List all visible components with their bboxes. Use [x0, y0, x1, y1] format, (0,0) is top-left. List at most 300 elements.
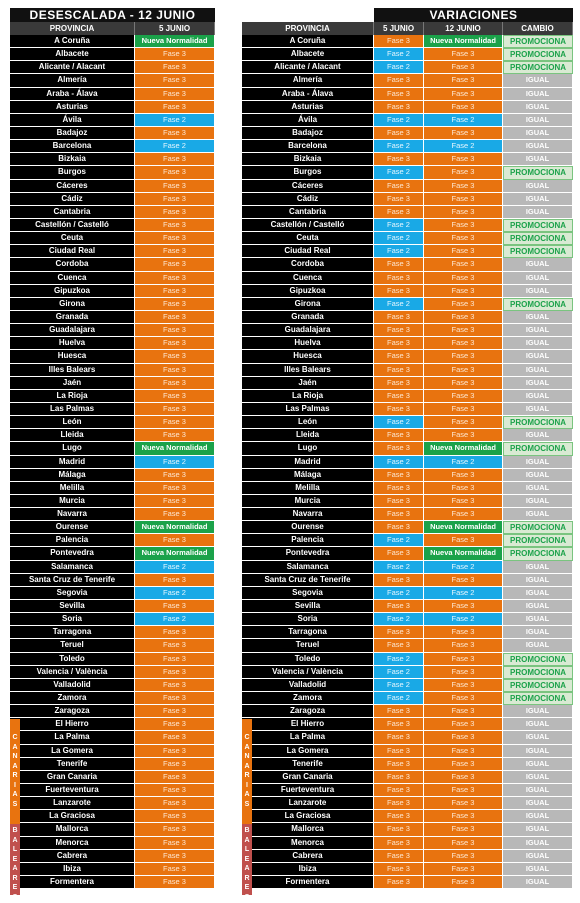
fase-cell: Fase 3 [135, 245, 215, 258]
cambio-cell: IGUAL [503, 101, 573, 114]
cambio-cell: PROMOCIONA [503, 48, 573, 61]
cambio-cell: PROMOCIONA [503, 521, 573, 534]
table-row [242, 587, 573, 600]
fase-12-junio-cell: Fase 3 [424, 482, 503, 495]
fase-cell: Fase 3 [135, 416, 215, 429]
fase-cell: Fase 3 [135, 850, 215, 863]
provincia-cell: Segovia [242, 587, 374, 600]
fase-12-junio-cell: Fase 3 [424, 324, 503, 337]
provincia-cell: Salamanca [242, 561, 374, 574]
provincia-cell: Zaragoza [10, 705, 135, 718]
fase-cell: Fase 3 [135, 876, 215, 889]
fase-12-junio-cell: Fase 3 [424, 61, 503, 74]
table-row [10, 416, 215, 429]
cambio-cell: IGUAL [503, 574, 573, 587]
fase-5-junio-cell: Fase 3 [374, 193, 424, 206]
fase-12-junio-cell: Fase 3 [424, 731, 503, 744]
table-row [10, 324, 215, 337]
fase-cell: Fase 3 [135, 101, 215, 114]
table-row [242, 705, 573, 718]
baleares-group-label: B A L E A R E S [10, 824, 20, 895]
fase-5-junio-cell: Fase 2 [374, 166, 424, 179]
fase-5-junio-cell: Fase 3 [374, 705, 424, 718]
provincia-cell: Lugo [242, 442, 374, 455]
fase-cell: Fase 3 [135, 403, 215, 416]
provincia-cell: Jaén [242, 377, 374, 390]
fase-12-junio-cell: Fase 3 [424, 311, 503, 324]
table-row [242, 364, 573, 377]
cambio-cell: IGUAL [503, 508, 573, 521]
cambio-cell: IGUAL [503, 600, 573, 613]
table-row [10, 626, 215, 639]
fase-12-junio-cell: Fase 3 [424, 797, 503, 810]
table-row [10, 758, 215, 771]
fase-cell: Fase 2 [135, 114, 215, 127]
provincia-cell: Valladolid [242, 679, 374, 692]
fase-cell: Fase 3 [135, 206, 215, 219]
table-row [10, 561, 215, 574]
fase-cell: Fase 3 [135, 574, 215, 587]
variaciones-header [242, 22, 573, 35]
fase-5-junio-cell: Fase 2 [374, 140, 424, 153]
fase-12-junio-cell: Fase 3 [424, 232, 503, 245]
table-row [242, 258, 573, 271]
table-row [242, 298, 573, 311]
table-row [242, 876, 573, 889]
cambio-cell: IGUAL [503, 140, 573, 153]
provincia-cell: Málaga [242, 469, 374, 482]
cambio-cell: IGUAL [503, 718, 573, 731]
fase-12-junio-cell: Fase 3 [424, 508, 503, 521]
provincia-cell: Murcia [242, 495, 374, 508]
cambio-cell: IGUAL [503, 403, 573, 416]
table-row [242, 613, 573, 626]
fase-12-junio-cell: Fase 3 [424, 166, 503, 179]
baleares-group-label: B A L E A R E S [242, 824, 252, 895]
table-row [10, 705, 215, 718]
table-row [242, 390, 573, 403]
fase-12-junio-cell: Fase 3 [424, 127, 503, 140]
fase-cell: Fase 3 [135, 482, 215, 495]
provincia-cell: Lleida [10, 429, 135, 442]
fase-5-junio-cell: Fase 3 [374, 718, 424, 731]
table-row [242, 272, 573, 285]
provincia-cell: Ibiza [10, 863, 135, 876]
cambio-cell: IGUAL [503, 350, 573, 363]
cambio-cell: IGUAL [503, 771, 573, 784]
table-row [10, 285, 215, 298]
table-row [242, 180, 573, 193]
provincia-cell: Madrid [10, 456, 135, 469]
fase-cell: Fase 3 [135, 469, 215, 482]
variaciones-body [242, 35, 573, 889]
provincia-cell: Ávila [242, 114, 374, 127]
cambio-cell: IGUAL [503, 469, 573, 482]
fase-12-junio-cell: Fase 3 [424, 258, 503, 271]
table-row [10, 810, 215, 823]
fase-12-junio-cell: Fase 3 [424, 219, 503, 232]
fase-5-junio-cell: Fase 3 [374, 823, 424, 836]
fase-12-junio-cell: Fase 3 [424, 600, 503, 613]
table-row [10, 153, 215, 166]
table-row [242, 666, 573, 679]
table-row [242, 574, 573, 587]
provincia-cell: Cabrera [10, 850, 135, 863]
cambio-cell: PROMOCIONA [503, 245, 573, 258]
fase-cell: Fase 3 [135, 74, 215, 87]
provincia-cell: Zamora [242, 692, 374, 705]
cambio-cell: IGUAL [503, 390, 573, 403]
fase-cell: Fase 2 [135, 613, 215, 626]
fase-cell: Fase 3 [135, 127, 215, 140]
provincia-cell: Ciudad Real [242, 245, 374, 258]
provincia-cell: Cáceres [242, 180, 374, 193]
fase-5-junio-cell: Fase 2 [374, 61, 424, 74]
table-row [10, 88, 215, 101]
table-row [242, 797, 573, 810]
fase-5-junio-cell: Fase 3 [374, 508, 424, 521]
table-row [242, 547, 573, 560]
provincia-cell: La Palma [10, 731, 135, 744]
table-row [242, 166, 573, 179]
cambio-cell: PROMOCIONA [503, 232, 573, 245]
provincia-cell: Araba - Álava [10, 88, 135, 101]
fase-12-junio-cell: Fase 3 [424, 153, 503, 166]
fase-5-junio-cell: Fase 3 [374, 771, 424, 784]
fase-5-junio-cell: Fase 3 [374, 101, 424, 114]
provincia-cell: Fuerteventura [10, 784, 135, 797]
table-row [10, 823, 215, 836]
cambio-cell: PROMOCIONA [503, 534, 573, 547]
cambio-cell: IGUAL [503, 837, 573, 850]
fase-cell: Fase 3 [135, 679, 215, 692]
table-row [10, 863, 215, 876]
table-row [242, 692, 573, 705]
cambio-cell: IGUAL [503, 311, 573, 324]
table-row [242, 534, 573, 547]
provincia-cell: Alicante / Alacant [242, 61, 374, 74]
cambio-cell: PROMOCIONA [503, 692, 573, 705]
table-row [10, 745, 215, 758]
table-row [10, 456, 215, 469]
fase-12-junio-cell: Fase 3 [424, 337, 503, 350]
table-row [242, 61, 573, 74]
fase-12-junio-cell: Fase 3 [424, 534, 503, 547]
fase-12-junio-cell: Fase 3 [424, 272, 503, 285]
fase-5-junio-cell: Fase 3 [374, 482, 424, 495]
fase-5-junio-cell: Fase 3 [374, 258, 424, 271]
cambio-cell: IGUAL [503, 731, 573, 744]
cambio-cell: IGUAL [503, 364, 573, 377]
provincia-cell: Las Palmas [10, 403, 135, 416]
fase-5-junio-cell: Fase 2 [374, 219, 424, 232]
provincia-cell: Ourense [242, 521, 374, 534]
canarias-group-label: C A N A R I A S [242, 719, 252, 824]
fase-cell: Fase 3 [135, 285, 215, 298]
cambio-cell: PROMOCIONA [503, 35, 573, 48]
table-row [10, 574, 215, 587]
table-row [242, 495, 573, 508]
table-row [242, 456, 573, 469]
table-row [10, 495, 215, 508]
provincia-cell: Teruel [10, 639, 135, 652]
fase-12-junio-cell: Fase 2 [424, 456, 503, 469]
cambio-cell: IGUAL [503, 626, 573, 639]
table-row [10, 429, 215, 442]
cambio-cell: IGUAL [503, 377, 573, 390]
cambio-cell: IGUAL [503, 127, 573, 140]
cambio-cell: IGUAL [503, 850, 573, 863]
fase-5-junio-cell: Fase 3 [374, 180, 424, 193]
cambio-cell: IGUAL [503, 482, 573, 495]
provincia-cell: Toledo [10, 653, 135, 666]
fase-12-junio-cell: Fase 3 [424, 245, 503, 258]
provincia-cell: Tenerife [10, 758, 135, 771]
cambio-cell: PROMOCIONA [503, 679, 573, 692]
fase-5-junio-cell: Fase 2 [374, 679, 424, 692]
fase-12-junio-cell: Fase 3 [424, 403, 503, 416]
provincia-cell: Burgos [10, 166, 135, 179]
fase-12-junio-cell: Fase 3 [424, 626, 503, 639]
fase-12-junio-cell: Fase 3 [424, 758, 503, 771]
fase-12-junio-cell: Fase 3 [424, 837, 503, 850]
provincia-cell: Guadalajara [10, 324, 135, 337]
provincia-cell: Granada [10, 311, 135, 324]
fase-12-junio-cell: Fase 3 [424, 745, 503, 758]
cambio-cell: IGUAL [503, 153, 573, 166]
provincia-cell: Girona [10, 298, 135, 311]
table-row [242, 88, 573, 101]
fase-12-junio-cell: Fase 3 [424, 206, 503, 219]
fase-cell: Fase 3 [135, 232, 215, 245]
fase-5-junio-cell: Fase 3 [374, 377, 424, 390]
provincia-cell: La Gomera [242, 745, 374, 758]
table-row [242, 48, 573, 61]
provincia-cell: Asturias [10, 101, 135, 114]
provincia-cell: La Rioja [242, 390, 374, 403]
provincia-cell: Castellón / Castelló [242, 219, 374, 232]
fase-5-junio-cell: Fase 2 [374, 692, 424, 705]
fase-cell: Fase 3 [135, 350, 215, 363]
fase-cell: Fase 3 [135, 784, 215, 797]
table-row [242, 101, 573, 114]
fase-12-junio-cell: Fase 3 [424, 429, 503, 442]
fase-5-junio-cell: Fase 3 [374, 311, 424, 324]
fase-5-junio-cell: Fase 3 [374, 863, 424, 876]
table-row [242, 206, 573, 219]
cambio-cell: PROMOCIONA [503, 298, 573, 311]
fase-12-junio-cell: Fase 3 [424, 180, 503, 193]
fase-12-junio-cell: Nueva Normalidad [424, 521, 503, 534]
provincia-cell: La Palma [242, 731, 374, 744]
provincia-cell: Tarragona [10, 626, 135, 639]
fase-5-junio-cell: Fase 3 [374, 850, 424, 863]
table-row [242, 718, 573, 731]
provincia-cell: Formentera [10, 876, 135, 889]
fase-12-junio-cell: Fase 3 [424, 810, 503, 823]
fase-cell: Fase 3 [135, 666, 215, 679]
cambio-cell: IGUAL [503, 285, 573, 298]
header-5-junio: 5 JUNIO [135, 22, 215, 35]
table-row [242, 232, 573, 245]
fase-cell: Fase 3 [135, 337, 215, 350]
fase-cell: Fase 3 [135, 324, 215, 337]
fase-12-junio-cell: Fase 3 [424, 653, 503, 666]
table-row [242, 140, 573, 153]
table-row [10, 771, 215, 784]
desescalada-header [10, 22, 215, 35]
provincia-cell: Zamora [10, 692, 135, 705]
provincia-cell: Lugo [10, 442, 135, 455]
fase-cell: Fase 3 [135, 823, 215, 836]
provincia-cell: Ourense [10, 521, 135, 534]
table-row [10, 364, 215, 377]
provincia-cell: A Coruña [10, 35, 135, 48]
desescalada-body [10, 35, 215, 889]
table-row [10, 61, 215, 74]
fase-12-junio-cell: Fase 3 [424, 495, 503, 508]
table-row [10, 101, 215, 114]
fase-12-junio-cell: Fase 3 [424, 298, 503, 311]
table-row [242, 771, 573, 784]
fase-12-junio-cell: Fase 2 [424, 587, 503, 600]
fase-cell: Fase 3 [135, 298, 215, 311]
fase-12-junio-cell: Fase 3 [424, 377, 503, 390]
provincia-cell: León [10, 416, 135, 429]
provincia-cell: Valencia / València [242, 666, 374, 679]
cambio-cell: IGUAL [503, 258, 573, 271]
table-row [10, 837, 215, 850]
fase-cell: Nueva Normalidad [135, 547, 215, 560]
table-row [10, 679, 215, 692]
fase-5-junio-cell: Fase 3 [374, 127, 424, 140]
fase-5-junio-cell: Fase 3 [374, 429, 424, 442]
fase-cell: Fase 3 [135, 626, 215, 639]
cambio-cell: PROMOCIONA [503, 547, 573, 560]
provincia-cell: Badajoz [10, 127, 135, 140]
fase-cell: Fase 3 [135, 705, 215, 718]
fase-12-junio-cell: Fase 3 [424, 863, 503, 876]
fase-cell: Fase 3 [135, 495, 215, 508]
provincia-cell: Toledo [242, 653, 374, 666]
fase-12-junio-cell: Fase 3 [424, 469, 503, 482]
fase-12-junio-cell: Fase 3 [424, 692, 503, 705]
header-cambio: CAMBIO [503, 22, 573, 35]
fase-cell: Fase 3 [135, 390, 215, 403]
provincia-cell: Mallorca [10, 823, 135, 836]
provincia-cell: Barcelona [242, 140, 374, 153]
table-row [10, 876, 215, 889]
fase-cell: Fase 3 [135, 810, 215, 823]
provincia-cell: Menorca [10, 837, 135, 850]
provincia-cell: Bizkaia [10, 153, 135, 166]
fase-5-junio-cell: Fase 2 [374, 114, 424, 127]
table-row [242, 850, 573, 863]
provincia-cell: Navarra [10, 508, 135, 521]
fase-12-junio-cell: Fase 3 [424, 823, 503, 836]
fase-5-junio-cell: Fase 2 [374, 653, 424, 666]
provincia-cell: Lleida [242, 429, 374, 442]
provincia-cell: Bizkaia [242, 153, 374, 166]
table-row [10, 469, 215, 482]
cambio-cell: IGUAL [503, 863, 573, 876]
fase-5-junio-cell: Fase 3 [374, 350, 424, 363]
provincia-cell: La Graciosa [10, 810, 135, 823]
cambio-cell: IGUAL [503, 797, 573, 810]
table-row [10, 521, 215, 534]
table-row [242, 442, 573, 455]
table-row [10, 232, 215, 245]
table-row [242, 508, 573, 521]
fase-5-junio-cell: Fase 3 [374, 600, 424, 613]
table-row [242, 429, 573, 442]
cambio-cell: IGUAL [503, 745, 573, 758]
canarias-group-label: C A N A R I A S [10, 719, 20, 824]
provincia-cell: La Gomera [10, 745, 135, 758]
fase-cell: Fase 3 [135, 166, 215, 179]
table-row [10, 114, 215, 127]
table-row [242, 823, 573, 836]
provincia-cell: Castellón / Castelló [10, 219, 135, 232]
provincia-cell: Badajoz [242, 127, 374, 140]
provincia-cell: Las Palmas [242, 403, 374, 416]
table-row [242, 285, 573, 298]
fase-12-junio-cell: Fase 3 [424, 771, 503, 784]
table-row [10, 166, 215, 179]
provincia-cell: Teruel [242, 639, 374, 652]
fase-5-junio-cell: Fase 3 [374, 364, 424, 377]
provincia-cell: Soria [242, 613, 374, 626]
fase-5-junio-cell: Fase 3 [374, 337, 424, 350]
provincia-cell: Cabrera [242, 850, 374, 863]
table-row [10, 390, 215, 403]
fase-5-junio-cell: Fase 3 [374, 88, 424, 101]
table-row [242, 245, 573, 258]
fase-cell: Fase 3 [135, 272, 215, 285]
cambio-cell: IGUAL [503, 337, 573, 350]
table-row [10, 534, 215, 547]
provincia-cell: Ceuta [242, 232, 374, 245]
table-row [10, 718, 215, 731]
cambio-cell: IGUAL [503, 74, 573, 87]
provincia-cell: Mallorca [242, 823, 374, 836]
fase-cell: Nueva Normalidad [135, 442, 215, 455]
fase-12-junio-cell: Nueva Normalidad [424, 442, 503, 455]
provincia-cell: Lanzarote [10, 797, 135, 810]
table-row [242, 337, 573, 350]
fase-12-junio-cell: Fase 3 [424, 390, 503, 403]
variaciones-title-row [242, 8, 573, 22]
provincia-cell: Santa Cruz de Tenerife [10, 574, 135, 587]
provincia-cell: Araba - Álava [242, 88, 374, 101]
table-row [242, 521, 573, 534]
table-row [10, 193, 215, 206]
fase-12-junio-cell: Fase 3 [424, 88, 503, 101]
provincia-cell: Navarra [242, 508, 374, 521]
provincia-cell: Almería [242, 74, 374, 87]
fase-5-junio-cell: Fase 3 [374, 469, 424, 482]
table-row [10, 731, 215, 744]
provincia-cell: Pontevedra [242, 547, 374, 560]
provincia-cell: Cádiz [10, 193, 135, 206]
fase-5-junio-cell: Fase 3 [374, 285, 424, 298]
provincia-cell: Albacete [10, 48, 135, 61]
desescalada-title: DESESCALADA - 12 JUNIO [10, 8, 215, 22]
provincia-cell: León [242, 416, 374, 429]
fase-12-junio-cell: Fase 3 [424, 718, 503, 731]
table-row [242, 639, 573, 652]
provincia-cell: Palencia [242, 534, 374, 547]
